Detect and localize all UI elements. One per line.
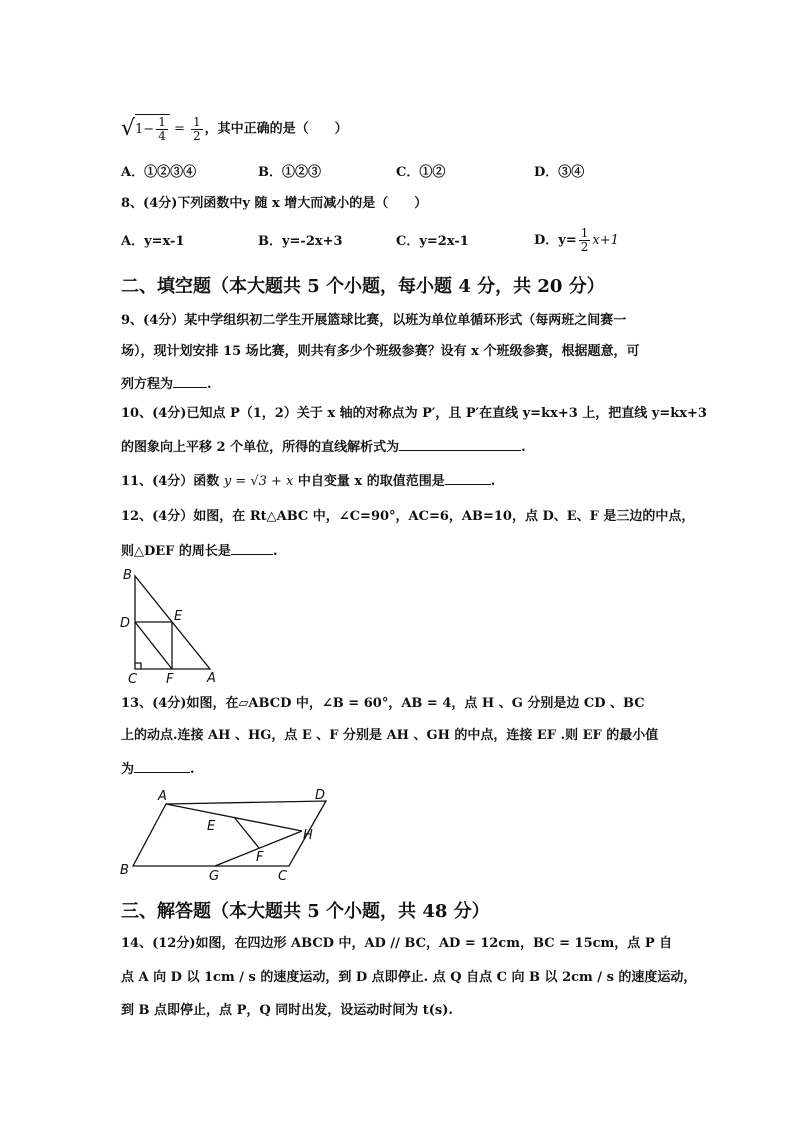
q13-line-3: 为 .	[121, 758, 195, 780]
segment-df	[135, 622, 172, 669]
q7-question-tail: ，其中正确的是（ ）	[204, 121, 348, 137]
q11-prefix: 11、(4分）函数	[121, 474, 220, 489]
q13-line-3-text: 为	[121, 762, 135, 777]
label-f: F	[166, 672, 174, 686]
q14-line-1: 14、(12分)如图，在四边形 ABCD 中，AD // BC，AD = 12cm，BC = 15cm，点 P 自	[121, 936, 673, 951]
q7-option-b: B．①②③	[258, 165, 321, 180]
q8-option-d	[534, 226, 619, 256]
answer-blank	[134, 758, 190, 773]
q13-line-1: 13、(4分)如图，在▱ABCD 中，∠B = 60°，AB = 4，点 H 、G 分别是边 CD 、BC	[121, 696, 645, 711]
answer-blank	[231, 540, 273, 555]
q10-line-2: 的图象向上平移 2 个单位，所得的直线解析式为 .	[121, 436, 526, 458]
answer-blank	[173, 373, 207, 388]
q12-line-2-text: 则△DEF 的周长是	[121, 544, 231, 559]
label-a: A	[207, 671, 216, 686]
label-d: D	[120, 616, 131, 631]
q11-function: y = √3 + x	[223, 474, 294, 489]
q10-line-1: 10、(4分)已知点 P（1，2）关于 x 轴的对称点为 P′，且 P′在直线 y=kx+3 上，把直线 y=kx+3	[121, 406, 707, 421]
label-d: D	[315, 788, 326, 803]
q9-line-3: 列方程为 .	[121, 373, 212, 395]
q8-option-c: C．y=2x-1	[396, 234, 469, 249]
q10-line-2-text: 的图象向上平移 2 个单位，所得的直线解析式为	[121, 440, 400, 455]
fraction-one-half: $\frac{1}{2}$	[193, 114, 201, 143]
label-c: C	[278, 869, 288, 884]
label-h: H	[303, 828, 313, 843]
q8-stem: 8、(4分)下列函数中y 随 x 增大而减小的是（ ）	[121, 196, 428, 211]
q14-line-2: 点 A 向 D 以 1cm / s 的速度运动，到 D 点即停止. 点 Q 自点 C 向 B 以 2cm / s 的速度运动，	[121, 970, 697, 985]
label-a: A	[158, 789, 167, 804]
q8-option-d-prefix: D．y=	[534, 233, 577, 248]
q14-line-3: 到 B 点即停止，点 P，Q 同时出发，设运动时间为 t(s).	[121, 1003, 453, 1018]
answer-blank	[399, 436, 521, 451]
q8-option-b: B．y=-2x+3	[258, 234, 343, 249]
section-2-title: 二、填空题（本大题共 5 个小题，每小题 4 分，共 20 分）	[121, 276, 605, 297]
q12-triangle-figure	[116, 566, 226, 686]
q12-line-1: 12、(4分）如图，在 Rt△ABC 中，∠C=90°，AC=6，AB=10，点 D、E、F 是三边的中点，	[121, 509, 695, 524]
radical-left: 1−	[135, 122, 155, 137]
q9-line-1: 9、(4分）某中学组织初二学生开展篮球比赛，以班为单位单循环形式（每两班之间赛一	[121, 313, 627, 328]
right-angle-mark	[135, 663, 141, 669]
q13-parallelogram-figure	[114, 786, 344, 884]
answer-blank	[445, 470, 491, 485]
q8-option-a: A．y=x-1	[121, 234, 185, 249]
fraction-one-quarter: $\frac{1}{4}$	[158, 115, 166, 143]
q7-condition-line	[121, 114, 348, 144]
label-b: B	[120, 863, 129, 878]
radical-body	[135, 114, 170, 144]
label-g: G	[209, 869, 220, 884]
q7-option-c: C．①②	[396, 165, 446, 180]
label-f: F	[256, 850, 264, 865]
q11-line: 11、(4分）函数 y = √3 + x 中自变量 x 的取值范围是 .	[121, 470, 495, 492]
q12-line-2: 则△DEF 的周长是 .	[121, 540, 277, 562]
radical-sign: √	[121, 116, 136, 141]
label-b: B	[123, 568, 132, 583]
label-e: E	[174, 609, 183, 624]
q13-line-2: 上的动点.连接 AH 、HG，点 E 、F 分别是 AH 、GH 的中点，连接 EF .则 EF 的最小值	[121, 728, 659, 743]
section-3-title: 三、解答题（本大题共 5 个小题，共 48 分）	[121, 901, 490, 922]
q11-suffix: 中自变量 x 的取值范围是	[297, 474, 445, 489]
q7-option-a: A．①②③④	[121, 165, 197, 180]
q8-option-d-suffix: x+1	[592, 233, 619, 248]
label-e: E	[207, 819, 216, 834]
q9-line-3-text: 列方程为	[121, 377, 174, 392]
fraction-one-half-d: $\frac{1}{2}$	[580, 226, 589, 254]
equals-sign: =	[173, 121, 185, 137]
q9-line-2: 场），现计划安排 15 场比赛，则共有多少个班级参赛？设有 x 个班级参赛，根据题意，可	[121, 344, 640, 359]
q7-option-d: D．③④	[534, 165, 585, 180]
label-c: C	[128, 672, 138, 686]
